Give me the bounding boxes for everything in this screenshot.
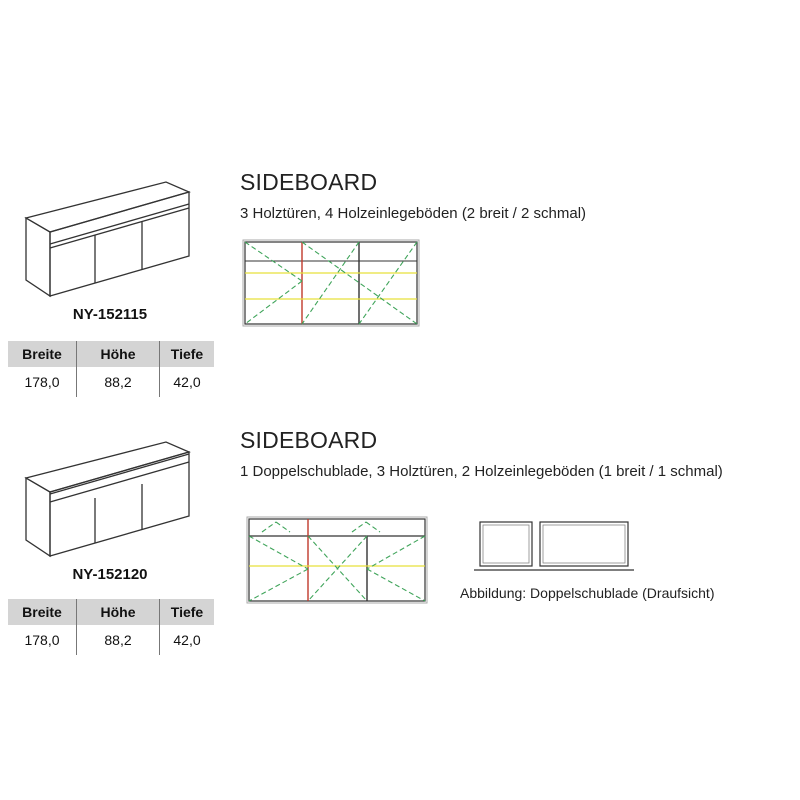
value-hoehe: 88,2 [77,625,160,655]
sideboard-2-front-schematic [244,514,429,606]
value-hoehe: 88,2 [77,367,160,397]
drawer-top-view-schematic [470,518,635,574]
product-2-dimensions-table [8,599,214,655]
sideboard-1-perspective-drawing [24,180,194,300]
dimensions-header-row [8,599,214,625]
drawer-caption: Abbildung: Doppelschublade (Draufsicht) [460,585,715,601]
value-tiefe: 42,0 [160,367,215,397]
value-breite: 178,0 [24,632,60,648]
product-1-dimensions-table [8,341,214,397]
product-1-title: SIDEBOARD [240,169,378,195]
header-hoehe: Höhe [77,599,160,625]
dimensions-value-row [8,367,214,397]
product-1-description: 3 Holztüren, 4 Holzeinlegeböden (2 breit / 2 schmal) [240,205,587,222]
header-breite: Breite [8,341,77,367]
header-breite: Breite [8,599,77,625]
product-2-description: 1 Doppelschublade, 3 Holztüren, 2 Holzeinlegeböden (1 breit / 1 schmal) [240,463,723,480]
product-2-title: SIDEBOARD [240,427,378,453]
sideboard-1-front-schematic [240,237,425,329]
dimensions-header-row [8,341,214,367]
product-2-code: NY-152120 [72,566,148,583]
header-tiefe: Tiefe [160,599,215,625]
header-tiefe: Tiefe [160,341,215,367]
header-hoehe: Höhe [77,341,160,367]
sideboard-2-perspective-drawing [24,440,194,560]
dimensions-value-row [8,625,214,655]
value-breite: 178,0 [24,374,60,390]
product-1-code: NY-152115 [72,306,148,323]
value-tiefe: 42,0 [160,625,215,655]
